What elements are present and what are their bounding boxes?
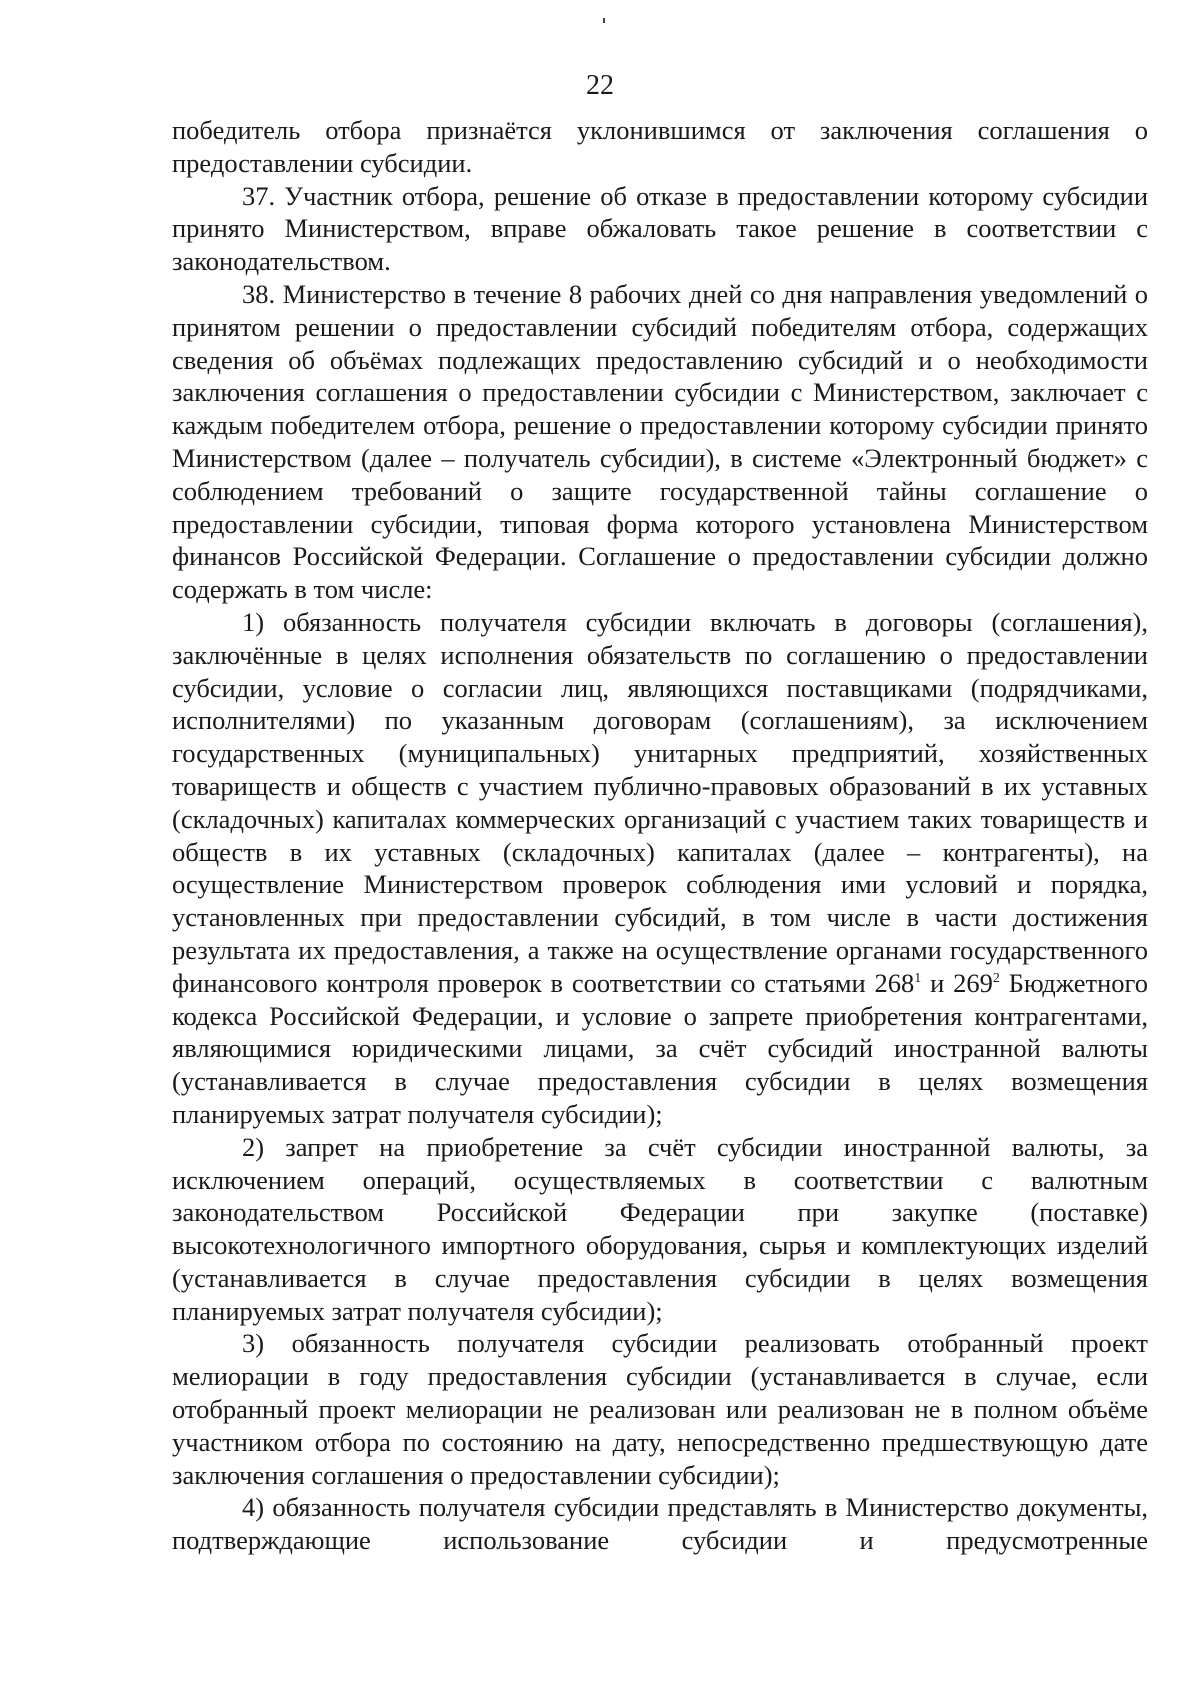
paragraph-continuation: победитель отбора признаётся уклонившимся от заключения соглашения о предоставлении субсидии. [172,115,1148,178]
list-item-2: 2) запрет на приобретение за счёт субсидии иностранной валюты, за исключением операций, осуществляемых в соответствии с валютным законодательством Российской Федерации при закупке (поставке) высокотехнологичного импортного оборудования, сырья и комплектующих изделий (устанавливается в случае предоставления субсидии в целях возмещения планируемых затрат получателя субсидии); [172,1131,1148,1326]
document-body [172,114,1148,1557]
paragraph-38: 38. Министерство в течение 8 рабочих дней со дня направления уведомлений о принятом решении о предоставлении субсидий победителям отбора, содержащих сведения об объёмах подлежащих предоставлению субсидий и о необходимости заключения соглашения о предоставлении субсидии с Министерством, заключает с каждым победителем отбора, решение о предоставлении которому субсидии принято Министерством (далее – получатель субсидии), в системе «Электронный бюджет» с соблюдением требований о защите государственной тайны соглашение о предоставлении субсидии, типовая форма которого установлена Министерством финансов Российской Федерации. Соглашение о предоставлении субсидии должно содержать в том числе: [172,278,1148,605]
list-item-1-text-a: 1) обязанность получателя субсидии включать в договоры (соглашения), заключённые в целях исполнения обязательств по соглашению о предоставлении субсидии, условие о согласии лиц, являющихся поставщиками (подрядчиками, исполнителями) по указанным договорам (соглашениям), за исключением государственных (муниципальных) унитарных предприятий, хозяйственных товариществ и обществ с участием публично-правовых образований в их уставных (складочных) капиталах коммерческих организаций с участием таких товариществ и обществ в их уставных (складочных) капиталах (далее – контрагенты), на осуществление Министерством проверок соблюдения ими условий и порядка, установленных при предоставлении субсидий, в том числе в части достижения результата их предоставления, а также на осуществление органами государственного финансового контроля проверок в соответствии со статьями 268 [172,606,1148,998]
paragraph-37: 37. Участник отбора, решение об отказе в предоставлении которому субсидии принято Министерством, вправе обжаловать такое решение в соответствии с законодательством. [172,180,1148,277]
list-item-1-text-b: и 269 [921,967,993,998]
list-item-1 [172,606,1148,1131]
superscript-269: 2 [992,970,1000,986]
superscript-268: 1 [914,970,922,986]
page-number: 22 [586,70,614,101]
list-item-1-text-c: Бюджетного кодекса Российской Федерации, и условие о запрете приобретения контрагентами, являющимися юридическими лицами, за счёт субсидий иностранной валюты (устанавливается в случае предоставления субсидии в целях возмещения планируемых затрат получателя субсидии); [172,967,1148,1129]
scan-speck [603,18,605,23]
list-item-3: 3) обязанность получателя субсидии реализовать отобранный проект мелиорации в году предоставления субсидии (устанавливается в случае, если отобранный проект мелиорации не реализован или реализован не в полном объёме участником отбора по состоянию на дату, непосредственно предшествующую дате заключения соглашения о предоставлении субсидии); [172,1328,1148,1490]
list-item-4: 4) обязанность получателя субсидии представлять в Министерство документы, подтверждающие использование субсидии и предусмотренные [172,1492,1148,1556]
